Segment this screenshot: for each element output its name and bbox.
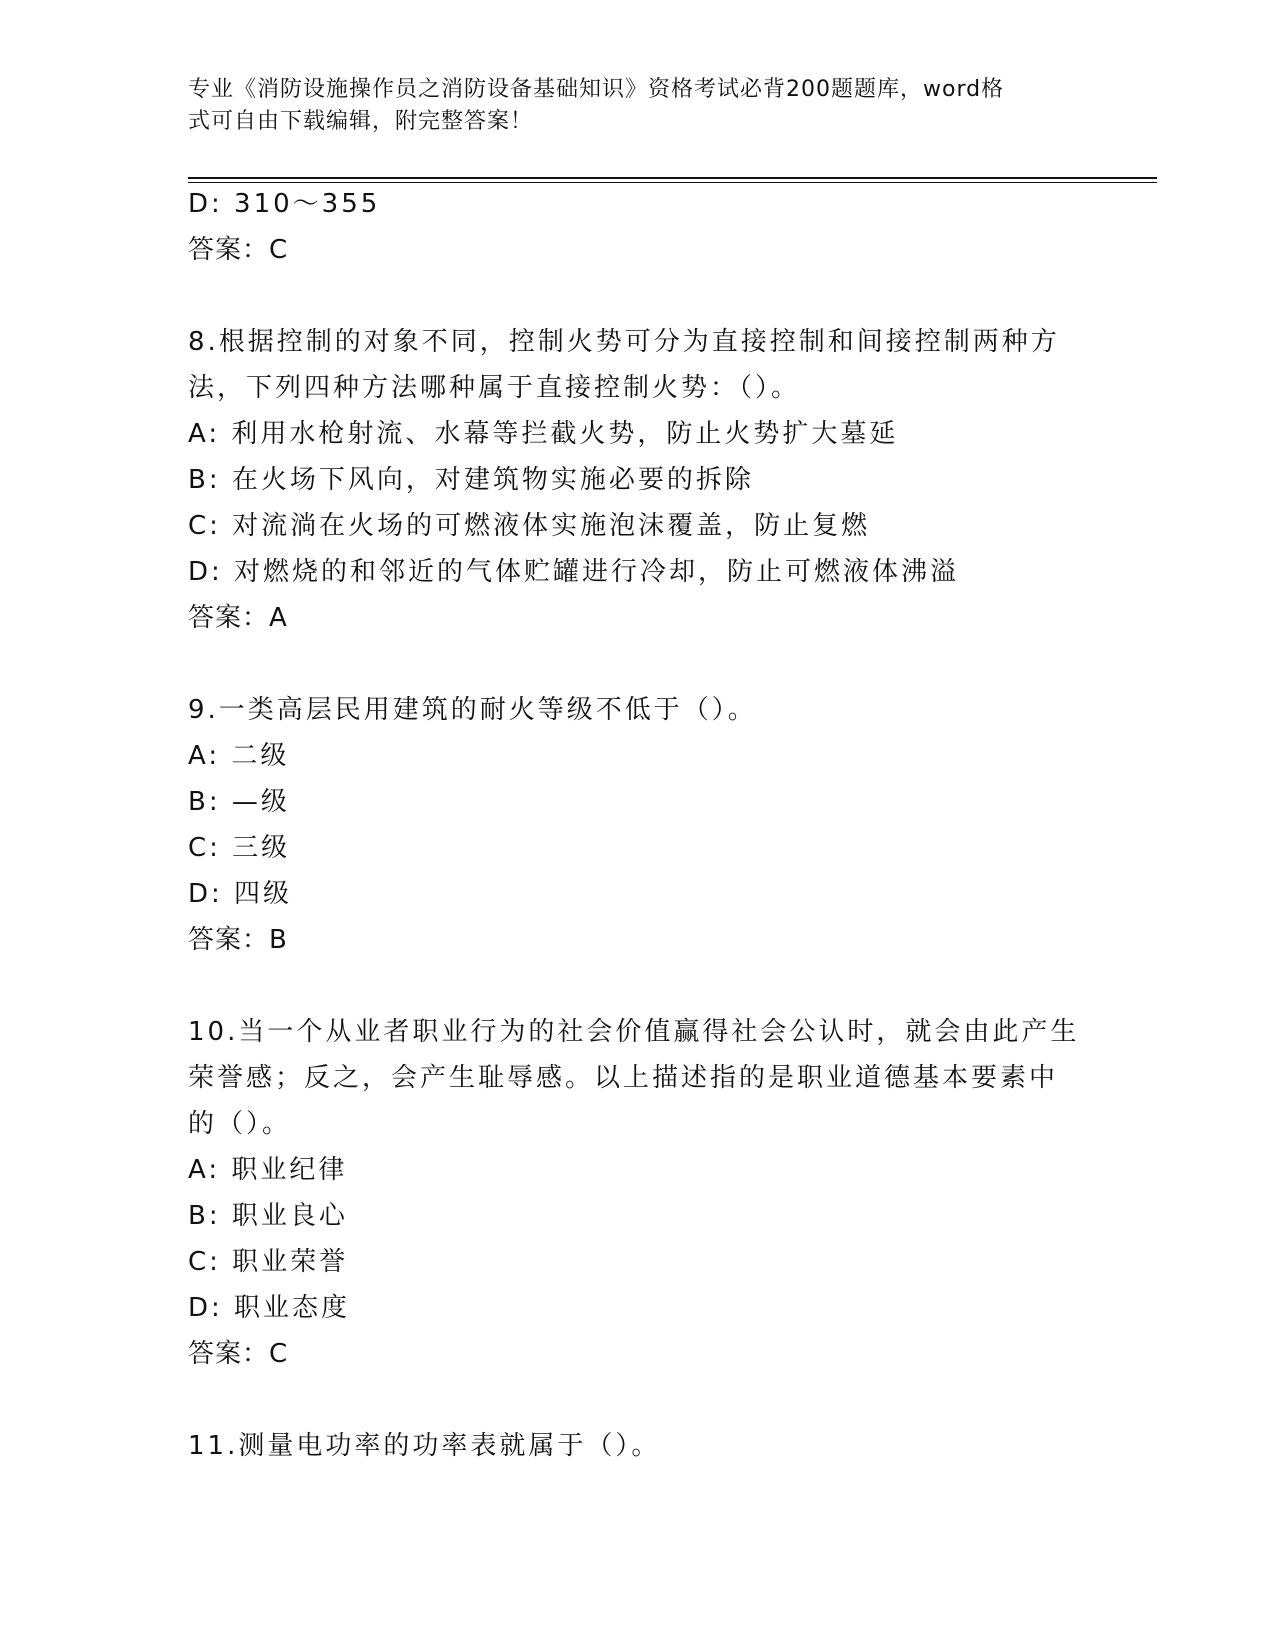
answer: 答案：B [188, 925, 288, 955]
question-10 [188, 1009, 1088, 1377]
option-a: A: 职业纪律 [188, 1155, 348, 1185]
spacer [188, 963, 1088, 1009]
answer: 答案：A [188, 603, 288, 633]
option-a: A: 利用水枪射流、水幕等拦截火势，防止火势扩大墓延 [188, 419, 899, 449]
option-a: A: 二级 [188, 741, 290, 771]
question-7-tail [188, 181, 1088, 273]
option-c: C: 职业荣誉 [188, 1247, 349, 1277]
question-text: 的（）。 [188, 1109, 292, 1139]
header-rule-thick [188, 177, 1157, 179]
question-text: 11.测量电功率的功率表就属于（）。 [188, 1431, 661, 1461]
option-d: D: 职业态度 [188, 1293, 351, 1323]
question-text: 法，下列四种方法哪种属于直接控制火势：（）。 [188, 373, 801, 403]
answer: 答案：C [188, 235, 289, 265]
question-9 [188, 687, 1088, 963]
document-header [188, 74, 1088, 138]
option-d: D: 对燃烧的和邻近的气体贮罐进行冷却，防止可燃液体沸溢 [188, 557, 960, 587]
document-body [188, 181, 1088, 1469]
question-8 [188, 319, 1088, 641]
question-text: 10.当一个从业者职业行为的社会价值赢得社会公认时，就会由此产生 [188, 1017, 1080, 1047]
header-line-1: 专业《消防设施操作员之消防设备基础知识》资格考试必背200题题库，word格 [188, 77, 1005, 102]
spacer [188, 641, 1088, 687]
question-text: 8.根据控制的对象不同，控制火势可分为直接控制和间接控制两种方 [188, 327, 1060, 357]
answer: 答案：C [188, 1339, 289, 1369]
spacer [188, 1377, 1088, 1423]
question-text: 9.一类高层民用建筑的耐火等级不低于（）。 [188, 695, 757, 725]
option-b: B: 职业良心 [188, 1201, 348, 1231]
option-c: C: 三级 [188, 833, 291, 863]
option-b: B: —级 [188, 787, 290, 817]
question-11 [188, 1423, 1088, 1469]
option-c: C: 对流淌在火场的可燃液体实施泡沫覆盖，防止复燃 [188, 511, 871, 541]
option-b: B: 在火场下风向，对建筑物实施必要的拆除 [188, 465, 754, 495]
question-text: 荣誉感；反之，会产生耻辱感。以上描述指的是职业道德基本要素中 [188, 1063, 1059, 1093]
option-d: D: 四级 [188, 879, 293, 909]
option-d: D: 310～355 [188, 189, 381, 219]
spacer [188, 273, 1088, 319]
header-line-2: 式可自由下载编辑，附完整答案！ [188, 109, 534, 134]
